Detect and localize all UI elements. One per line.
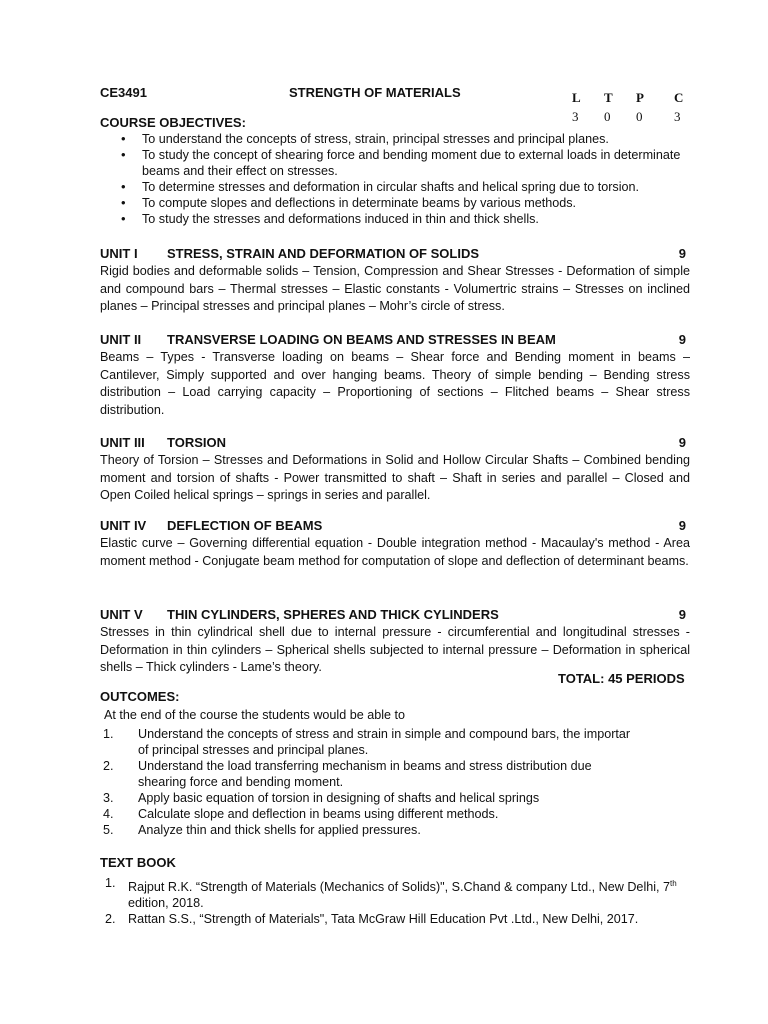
unit-body: Beams – Types - Transverse loading on beams – Shear force and Bending moment in beams – Cantilever, Simply supported and over hanging beams. Theory of simple bending – Bending stress distribution – Load carrying capacity – Proportioning of sections – Flitched beams – Shear stress distribution. [100,350,690,417]
outcome-item [103,806,648,822]
textbook-sup: th [670,879,677,888]
objective-item: • To study the concept of shearing force and bending moment due to external loads in determinate beams and their effect on stresses. [118,147,698,179]
textbook-text [128,876,685,911]
unit-hours: 9 [678,518,686,533]
outcomes-heading: OUTCOMES: [100,689,180,704]
outcome-line: Analyze thin and thick shells for applied pressures. [138,823,421,837]
textbook-citation-cont: edition, 2018. [128,895,204,910]
course-title: STRENGTH OF MATERIALS [289,85,461,100]
textbook-item [105,876,685,911]
outcome-line: of principal stresses and principal planes. [138,743,369,757]
unit-title: DEFLECTION OF BEAMS [167,518,323,533]
unit-number: UNIT V [100,607,143,622]
objectives-heading: COURSE OBJECTIVES: [100,115,246,130]
unit-number: UNIT I [100,246,138,261]
ltpc-label-t: T [604,89,613,105]
ltpc-value-l: 3 [572,108,579,124]
outcome-number: 4. [103,807,114,821]
ltpc-value-t: 0 [604,108,611,124]
unit-title: STRESS, STRAIN AND DEFORMATION OF SOLIDS [167,246,480,261]
outcome-line: Calculate slope and deflection in beams using different methods. [138,807,499,821]
textbook-heading: TEXT BOOK [100,855,176,870]
total-periods: TOTAL: 45 PERIODS [558,671,685,686]
ltpc-label-l: L [572,89,581,105]
ltpc-values-row [572,107,706,126]
objective-item: • To understand the concepts of stress, strain, principal stresses and principal planes. [118,131,698,147]
textbook-number: 2. [105,912,116,927]
objective-item: • To compute slopes and deflections in determinate beams by various methods. [118,195,698,211]
objective-item: • To study the stresses and deformations induced in thin and thick shells. [118,211,698,227]
textbook-list [105,876,685,929]
outcome-number: 3. [103,791,114,805]
outcome-number: 1. [103,727,114,741]
outcome-line: Apply basic equation of torsion in designing of shafts and helical springs [138,791,540,805]
course-code: CE3491 [100,85,147,100]
unit-title: THIN CYLINDERS, SPHERES AND THICK CYLINDERS [167,607,499,622]
textbook-citation: Rattan S.S., “Strength of Materials", Tata McGraw Hill Education Pvt .Ltd., New Delhi, 2017. [128,912,639,927]
outcome-item [103,790,648,806]
ltpc-value-c: 3 [674,108,681,124]
unit-heading [100,246,688,264]
outcome-item [103,822,648,838]
unit-number: UNIT IV [100,518,147,533]
outcome-line: Understand the load transferring mechanism in beams and stress distribution due [138,759,592,773]
textbook-number: 1. [105,876,116,890]
unit-body: Theory of Torsion – Stresses and Deformations in Solid and Hollow Circular Shafts – Combined bending moment and torsion of shafts - Power transmitted to shaft – Shaft in series and parallel – Closed and Open Coiled helical springs – springs in series and parallel. [100,453,690,503]
outcome-number: 5. [103,823,114,837]
ltpc-label-p: P [636,89,644,105]
outcome-item [103,758,648,790]
unit-hours: 9 [678,607,686,622]
textbook-item [105,912,685,928]
objectives-list [118,131,698,227]
unit-body: Stresses in thin cylindrical shell due to internal pressure - circumferential and longitudinal stresses - Deformation in thin cylinders – Spherical shells subjected to internal pressure – Deformation in spherical shells – Thick cylinders - Lame’s theory. [100,625,690,675]
unit-hours: 9 [678,435,686,450]
ltpc-value-p: 0 [636,108,643,124]
outcome-text [138,758,648,790]
ltpc-labels-row [572,88,706,107]
outcome-item [103,726,648,758]
outcome-number: 2. [103,759,114,773]
unit-title: TORSION [167,435,226,450]
unit-heading [100,435,688,453]
outcomes-list [103,726,648,838]
outcomes-intro: At the end of the course the students would be able to [104,708,406,722]
objective-item: • To determine stresses and deformation in circular shafts and helical spring due to torsion. [118,179,698,195]
unit-hours: 9 [678,246,686,261]
ltpc-table [572,88,706,126]
unit-body: Rigid bodies and deformable solids – Tension, Compression and Shear Stresses - Deformation of simple and compound bars – Thermal stresses – Elastic constants - Volumertric strains – Stresses on inclined planes – Principal stresses and principal planes – Mohr’s circle of stress. [100,264,690,314]
textbook-citation: Rajput R.K. “Strength of Materials (Mechanics of Solids)", S.Chand & company Ltd., New Delhi, 7 [128,880,671,895]
unit-heading [100,607,688,625]
unit-hours: 9 [678,332,686,347]
ltpc-label-c: C [674,89,684,105]
unit-number: UNIT II [100,332,142,347]
unit-title: TRANSVERSE LOADING ON BEAMS AND STRESSES IN BEAM [167,332,556,347]
outcome-line: Understand the concepts of stress and strain in simple and compound bars, the importar [138,727,631,741]
unit-heading [100,332,688,350]
unit-body: Elastic curve – Governing differential equation - Double integration method - Macaulay's method - Area moment method - Conjugate beam method for computation of slope and deflection of determinant beams. [100,536,690,568]
unit-number: UNIT III [100,435,145,450]
outcome-text [138,726,648,758]
unit-heading [100,518,688,536]
outcome-line: shearing force and bending moment. [138,775,344,789]
